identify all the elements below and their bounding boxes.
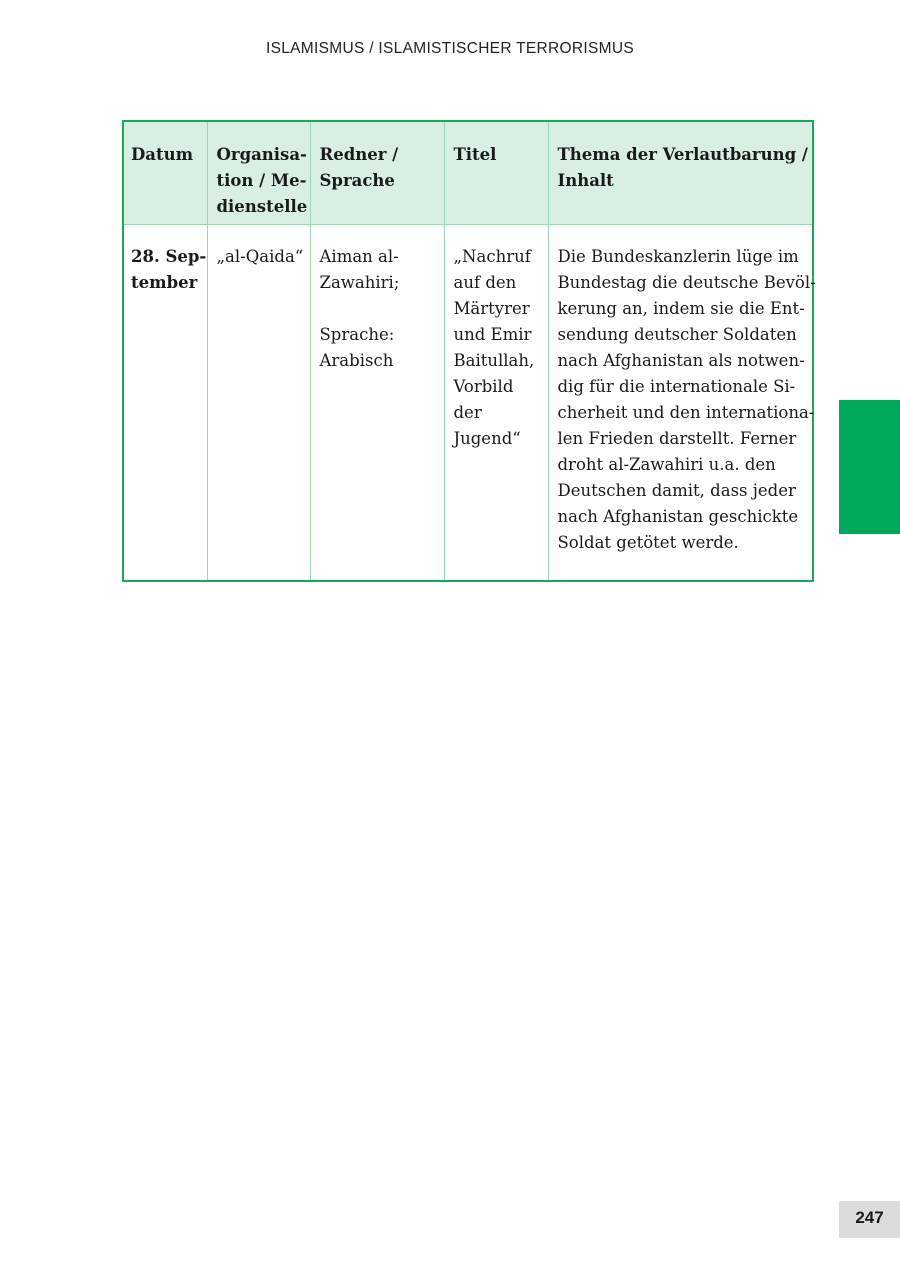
cell-line: der (453, 402, 482, 422)
cell-line: Aiman al- (319, 246, 399, 266)
cell-line: Märtyrer (453, 298, 530, 318)
header-line: Organisa- (216, 145, 307, 164)
header-line: Redner / (319, 145, 399, 164)
running-header: ISLAMISMUS / ISLAMISTISCHER TERRORISMUS (266, 40, 634, 57)
header-line: Datum (131, 145, 194, 164)
header-line: Titel (453, 145, 497, 164)
cell-line: „Nachruf (453, 246, 531, 266)
cell-datum (124, 224, 207, 580)
cell-line: 28. Sep- (131, 246, 207, 266)
cell-line: sendung deutscher Soldaten (557, 324, 797, 344)
statements-table-grid (124, 122, 816, 580)
cell-redner (310, 224, 444, 580)
cell-line: len Frieden darstellt. Ferner (557, 428, 797, 448)
cell-inhalt (548, 224, 816, 580)
cell-line: nach Afghanistan als notwen- (557, 350, 805, 370)
cell-line: kerung an, indem sie die Ent- (557, 298, 805, 318)
chapter-side-tab (839, 400, 900, 534)
column-header-redner (310, 122, 444, 224)
column-header-thema (548, 122, 812, 224)
cell-line: droht al-Zawahiri u.a. den (557, 454, 776, 474)
cell-line: Deutschen damit, dass jeder (557, 480, 796, 500)
header-line: Sprache (319, 171, 395, 190)
cell-organisation (207, 224, 310, 580)
cell-line: Arabisch (319, 350, 394, 370)
cell-line: Vorbild (453, 376, 514, 396)
column-header-datum (124, 122, 207, 224)
cell-line: dig für die internationale Si- (557, 376, 796, 396)
cell-line: Die Bundeskanzlerin lüge im (557, 246, 799, 266)
statements-table (122, 120, 814, 582)
table-header-row (124, 122, 812, 224)
column-header-titel (444, 122, 548, 224)
header-line: Thema der Verlautbarung / (557, 145, 808, 164)
cell-line: nach Afghanistan geschickte (557, 506, 799, 526)
cell-line: Bundestag die deutsche Bevöl- (557, 272, 816, 292)
table-row (124, 224, 812, 580)
cell-line: auf den (453, 272, 517, 292)
cell-line: Jugend“ (453, 428, 521, 448)
cell-line: Soldat getötet werde. (557, 532, 739, 552)
page-number: 247 (839, 1201, 900, 1238)
header-line: dienstelle (216, 197, 308, 216)
header-line: Inhalt (557, 171, 614, 190)
cell-line: tember (131, 272, 198, 292)
cell-line: Zawahiri; (319, 272, 400, 292)
cell-line: cherheit und den internationa- (557, 402, 815, 422)
column-header-organisation (207, 122, 310, 224)
header-line: tion / Me- (216, 171, 307, 190)
cell-line: Baitullah, (453, 350, 535, 370)
cell-spacer (320, 296, 438, 322)
cell-line: Sprache: (319, 324, 395, 344)
cell-titel (444, 224, 548, 580)
cell-line: „al-Qaida“ (216, 246, 304, 266)
cell-line: und Emir (453, 324, 532, 344)
